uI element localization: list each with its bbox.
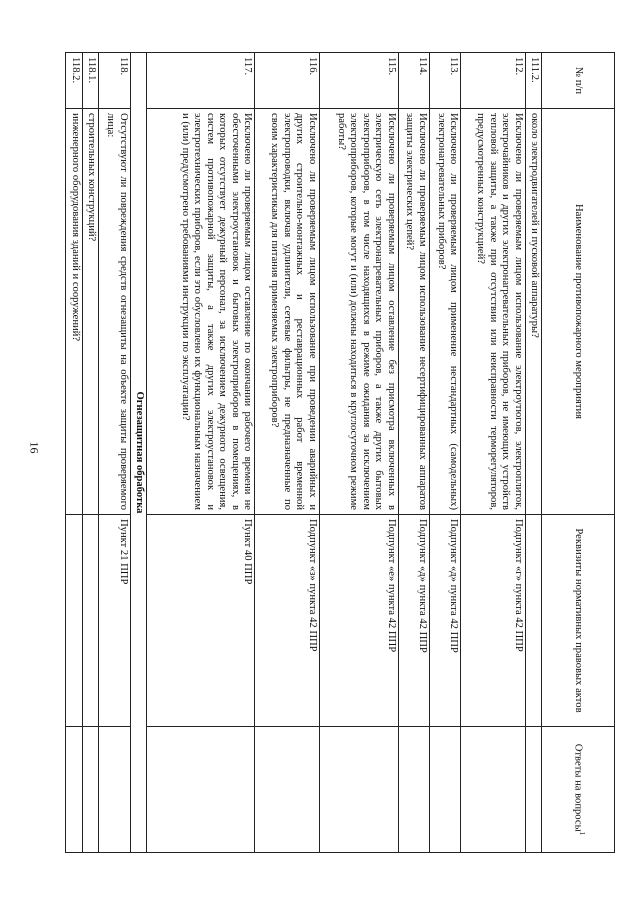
row-answer-cell[interactable] [429, 727, 460, 853]
row-requisites: Пункт 21 ППР [99, 515, 130, 727]
row-answer-cell[interactable] [99, 727, 130, 853]
row-name: инженерного оборудования зданий и сооружений? [66, 109, 83, 515]
row-num: 113. [429, 53, 460, 109]
table-row [66, 53, 83, 853]
table-row [255, 53, 319, 853]
table-row [461, 53, 525, 853]
rotated-table-frame [65, 52, 615, 852]
table-row [82, 53, 99, 853]
row-requisites [525, 515, 542, 727]
row-requisites: Подпункт «г» пункта 42 ППР [461, 515, 525, 727]
row-name: Исключено ли проверяемым лицом использование несертифицированных аппаратов защиты электрических цепей? [398, 109, 429, 515]
table-row [99, 53, 130, 853]
row-answer-cell[interactable] [82, 727, 99, 853]
row-num: 115. [319, 53, 398, 109]
row-name: Исключено ли проверяемым лицом применение нестандартных (самодельных) электронагревательных приборов? [429, 109, 460, 515]
table-row [319, 53, 398, 853]
table-row [429, 53, 460, 853]
row-requisites: Подпункт «д» пункта 42 ППР [398, 515, 429, 727]
row-requisites: Подпункт «д» пункта 42 ППР [429, 515, 460, 727]
row-name: Отсутствуют ли повреждения средств огнезащиты на объекте защиты проверяемого лица: [99, 109, 130, 515]
row-name: Исключено ли проверяемым лицом оставление без присмотра включенных в электрическую сеть электронагревательных приборов, а также других бытовых электроприборов, в том числе находящихся в режиме ожидания за исключением электроприборов, которые могут и (или) должны находиться в круглосуточном режиме работы? [319, 109, 398, 515]
row-answer-cell[interactable] [525, 727, 542, 853]
row-num: 112. [461, 53, 525, 109]
row-answer-cell[interactable] [398, 727, 429, 853]
checklist-table [65, 52, 615, 853]
page-number: 16 [27, 441, 42, 454]
header-answers: Ответы на вопросы$^1$ [542, 727, 615, 853]
row-requisites: Подпункт «з» пункта 42 ППР [255, 515, 319, 727]
row-num: 116. [255, 53, 319, 109]
row-answer-cell[interactable] [255, 727, 319, 853]
row-requisites: Пункт 40 ППР [147, 515, 255, 727]
row-num: 118.2. [66, 53, 83, 109]
row-answer-cell[interactable] [147, 727, 255, 853]
row-answer-cell[interactable] [319, 727, 398, 853]
table-header-row [542, 53, 615, 853]
row-num: 118. [99, 53, 130, 109]
table-row [398, 53, 429, 853]
section-heading: Огнезащитная обработка [130, 53, 147, 853]
row-answer-cell[interactable] [461, 727, 525, 853]
row-requisites [82, 515, 99, 727]
row-name: строительных конструкций? [82, 109, 99, 515]
row-num: 117. [147, 53, 255, 109]
row-name: Исключено ли проверяемым лицом оставление по окончании рабочего времени не обесточенными электроустановок и бытовых электроприборов в помещениях, в которых отсутствует дежурный персонал, за исключением дежурного освещения, систем противопожарной защиты, а также других электроустановок и электротехнических приборов, если это обусловлено их функциональным назначением и (или) предусмотрено требованиями инструкции по эксплуатации? [147, 109, 255, 515]
row-requisites [66, 515, 83, 727]
row-requisites: Подпункт «е» пункта 42 ППР [319, 515, 398, 727]
row-num: 114. [398, 53, 429, 109]
header-requisites: Реквизиты нормативных правовых актов [542, 515, 615, 727]
table-row [525, 53, 542, 853]
row-name: около электродвигателей и пусковой аппаратуры? [525, 109, 542, 515]
row-num: 111.2. [525, 53, 542, 109]
header-name: Наименование противопожарного мероприятия [542, 109, 615, 515]
row-name: Исключено ли проверяемым лицом использование при проведении аварийных и других строительно-монтажных и реставрационных работ временной электропроводки, включая удлинители, сетевые фильтры, не предназначенные по своим характеристикам для питания применяемых электроприборов? [255, 109, 319, 515]
row-num: 118.1. [82, 53, 99, 109]
row-name: Исключено ли проверяемым лицом использование электроутюгов, электроплиток, электрочайников и других электронагревательных приборов, не имеющих устройств тепловой защиты, а также при отсутствии или неисправности терморегуляторов, предусмотренных конструкцией? [461, 109, 525, 515]
row-answer-cell[interactable] [66, 727, 83, 853]
header-num: № п/п [542, 53, 615, 109]
section-row [130, 53, 147, 853]
table-row [147, 53, 255, 853]
